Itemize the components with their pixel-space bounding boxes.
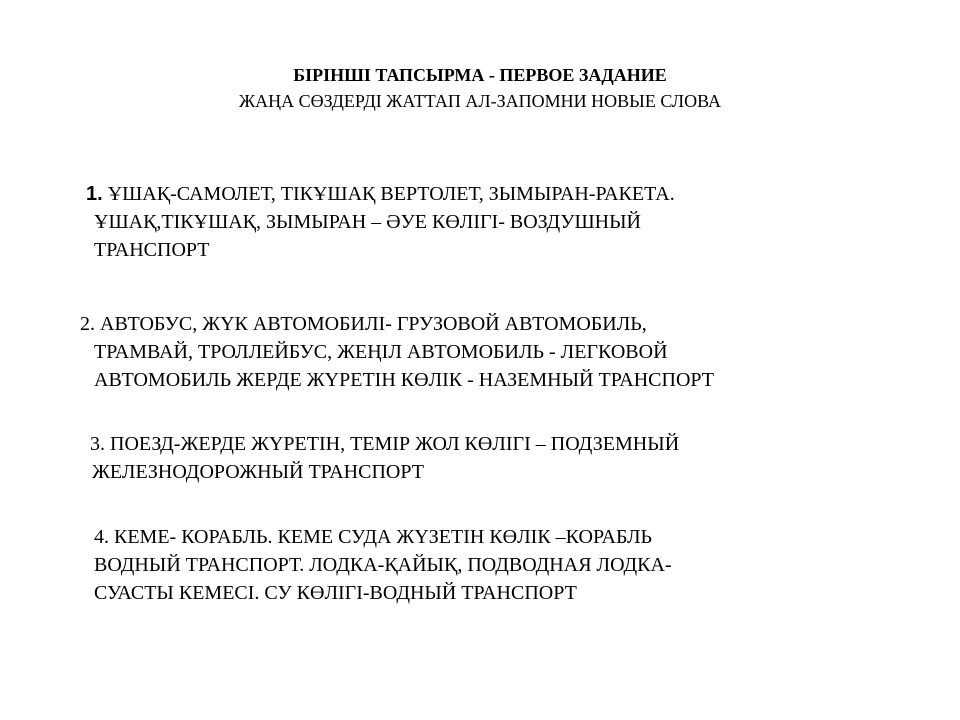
list-item-3 [90,430,679,486]
list-item-4-text-2: ВОДНЫЙ ТРАНСПОРТ. ЛОДКА-ҚАЙЫҚ, ПОДВОДНАЯ ЛОДКА- [94,554,672,576]
list-item-1-number: 1. [86,183,103,205]
list-item-2-number: 2. [80,313,95,335]
list-item-4 [94,523,672,607]
list-item-1-text-3: ТРАНСПОРТ [94,239,210,261]
list-item-1 [86,180,675,264]
list-item-1-text-1: ҰШАҚ-САМОЛЕТ, ТІКҰШАҚ ВЕРТОЛЕТ, ЗЫМЫРАН-РАКЕТА. [107,183,675,205]
list-item-3-text-2: ЖЕЛЕЗНОДОРОЖНЫЙ ТРАНСПОРТ [92,461,424,483]
list-item-1-text-2: ҰШАҚ,ТІКҰШАҚ, ЗЫМЫРАН – ӘУЕ КӨЛІГІ- ВОЗДУШНЫЙ [94,211,642,233]
list-item-2-text-2: ТРАМВАЙ, ТРОЛЛЕЙБУС, ЖЕҢІЛ АВТОМОБИЛЬ - ЛЕГКОВОЙ [94,341,668,363]
list-item-1-line-1 [86,180,675,208]
list-item-2-line-1 [80,310,714,338]
list-item-4-text-1: КЕМЕ- КОРАБЛЬ. КЕМЕ СУДА ЖҮЗЕТІН КӨЛІК –КОРАБЛЬ [114,526,652,548]
list-item-2-text-1: АВТОБУС, ЖҮК АВТОМОБИЛІ- ГРУЗОВОЙ АВТОМОБИЛЬ, [100,313,647,335]
list-item-3-number: 3. [90,433,105,455]
page-title: БІРІНШІ ТАПСЫРМА - ПЕРВОЕ ЗАДАНИЕ [293,65,667,85]
list-item-3-text-1: ПОЕЗД-ЖЕРДЕ ЖҮРЕТІН, ТЕМІР ЖОЛ КӨЛІГІ – ПОДЗЕМНЫЙ [110,433,680,455]
list-item-4-number: 4. [94,526,109,548]
list-item-2 [80,310,714,394]
list-item-2-text-3: АВТОМОБИЛЬ ЖЕРДЕ ЖҮРЕТІН КӨЛІК - НАЗЕМНЫЙ ТРАНСПОРТ [94,369,714,391]
list-item-4-line-1 [94,523,672,551]
page-subtitle: ЖАҢА СӨЗДЕРДІ ЖАТТАП АЛ-ЗАПОМНИ НОВЫЕ СЛОВА [239,91,721,111]
list-item-4-text-3: СУАСТЫ КЕМЕСІ. СУ КӨЛІГІ-ВОДНЫЙ ТРАНСПОРТ [94,582,577,604]
title-block [0,62,960,114]
list-item-3-line-1 [90,430,679,458]
